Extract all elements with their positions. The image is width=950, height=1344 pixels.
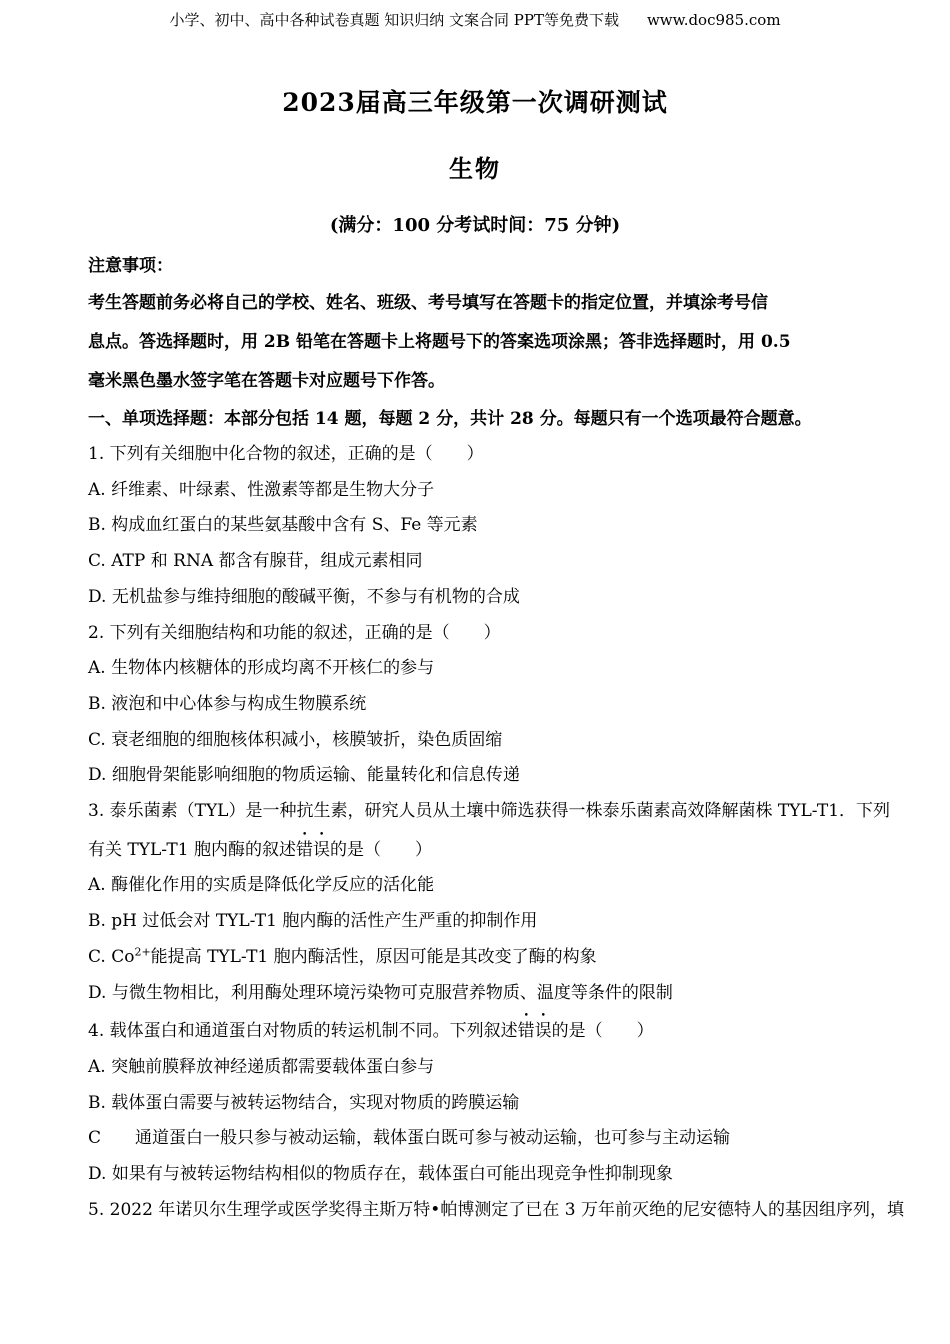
notice-line-1: 考生答题前务必将自己的学校、姓名、班级、考号填写在答题卡的指定位置，并填涂考号信 (88, 293, 768, 313)
exam-score-time: (满分：100 分考试时间：75 分钟) (329, 215, 621, 236)
question-3-stem-pre: 有关 TYL-T1 胞内酶的叙述 (88, 839, 296, 860)
question-3-option-a: A. 酶催化作用的实质是降低化学反应的活化能 (88, 875, 435, 896)
question-4-option-b: B. 载体蛋白需要与被转运物结合，实现对物质的跨膜运输 (88, 1092, 520, 1113)
question-1-option-b: B. 构成血红蛋白的某些氨基酸中含有 S、Fe 等元素 (88, 515, 478, 536)
doc-header (0, 0, 950, 30)
question-1-option-c: C. ATP 和 RNA 都含有腺苷，组成元素相同 (88, 551, 423, 572)
question-5-stem: 5. 2022 年诺贝尔生理学或医学奖得主斯万特•帕博测定了已在 3 万年前灭绝的尼安德特人的基因组序列，填 (88, 1199, 904, 1220)
question-2-option-b: B. 液泡和中心体参与构成生物膜系统 (88, 693, 367, 714)
question-4-stem-post: 的是（ ） (551, 1021, 654, 1042)
question-3-option-c (88, 940, 922, 976)
question-3-stem-post: 的是（ ） (329, 839, 432, 860)
exam-title: 2023届高三年级第一次调研测试 (282, 88, 668, 117)
question-3-option-c-pre: C. Co (88, 946, 135, 967)
question-4-option-c: C 通道蛋白一般只参与被动运输，载体蛋白既可参与被动运输，也可参与主动运输 (88, 1128, 731, 1149)
header-tagline: 小学、初中、高中各种试卷真题 知识归纳 文案合同 PPT等免费下载 (169, 11, 619, 29)
question-1-stem: 1. 下列有关细胞中化合物的叙述，正确的是（ ） (88, 444, 484, 464)
question-4-stem (88, 1011, 922, 1050)
exam-body (88, 248, 922, 1228)
question-3-stem-line-1: 3. 泰乐菌素（TYL）是一种抗生素，研究人员从土壤中筛选获得一株泰乐菌素高效降解菌株 TYL-T1．下列 (88, 801, 891, 822)
question-2-stem: 2. 下列有关细胞结构和功能的叙述，正确的是（ ） (88, 622, 501, 643)
question-3-option-b: B. pH 过低会对 TYL-T1 胞内酶的活性产生严重的抑制作用 (88, 911, 538, 932)
question-1-option-a: A. 纤维素、叶绿素、性激素等都是生物大分子 (88, 479, 435, 500)
question-4-option-a: A. 突触前膜释放神经递质都需要载体蛋白参与 (88, 1056, 435, 1077)
exam-subject: 生物 (449, 154, 501, 183)
question-4-stem-pre: 4. 载体蛋白和通道蛋白对物质的转运机制不同。下列叙述 (88, 1021, 518, 1042)
notice-heading: 注意事项： (88, 256, 173, 276)
question-2-option-d: D. 细胞骨架能影响细胞的物质运输、能量转化和信息传递 (88, 765, 520, 786)
question-1-option-d: D. 无机盐参与维持细胞的酸碱平衡，不参与有机物的合成 (88, 586, 520, 607)
question-3-option-c-superscript: 2+ (134, 945, 151, 959)
section-1-heading: 一、单项选择题：本部分包括 14 题，每题 2 分，共计 28 分。每题只有一个选项最符合题意。 (88, 409, 812, 429)
question-2-option-c: C. 衰老细胞的细胞核体积减小，核膜皱折，染色质固缩 (88, 729, 503, 750)
question-3-stem-emphasis: 错误 (295, 839, 330, 860)
question-2-option-a: A. 生物体内核糖体的形成均离不开核仁的参与 (88, 658, 435, 679)
question-3-stem-line-2 (88, 830, 922, 869)
notice-line-3: 毫米黑色墨水签字笔在答题卡对应题号下作答。 (88, 371, 445, 391)
header-site-url: www.doc985.com (646, 11, 781, 29)
question-3-option-c-post: 能提高 TYL-T1 胞内酶活性，原因可能是其改变了酶的构象 (150, 946, 597, 967)
question-3-option-d: D. 与微生物相比，利用酶处理环境污染物可克服营养物质、温度等条件的限制 (88, 982, 673, 1003)
question-4-option-d: D. 如果有与被转运物结构相似的物质存在，载体蛋白可能出现竞争性抑制现象 (88, 1164, 673, 1185)
notice-line-2: 息点。答选择题时，用 2B 铅笔在答题卡上将题号下的答案选项涂黑；答非选择题时，用 0.5 (88, 332, 791, 352)
question-4-stem-emphasis: 错误 (517, 1021, 552, 1042)
